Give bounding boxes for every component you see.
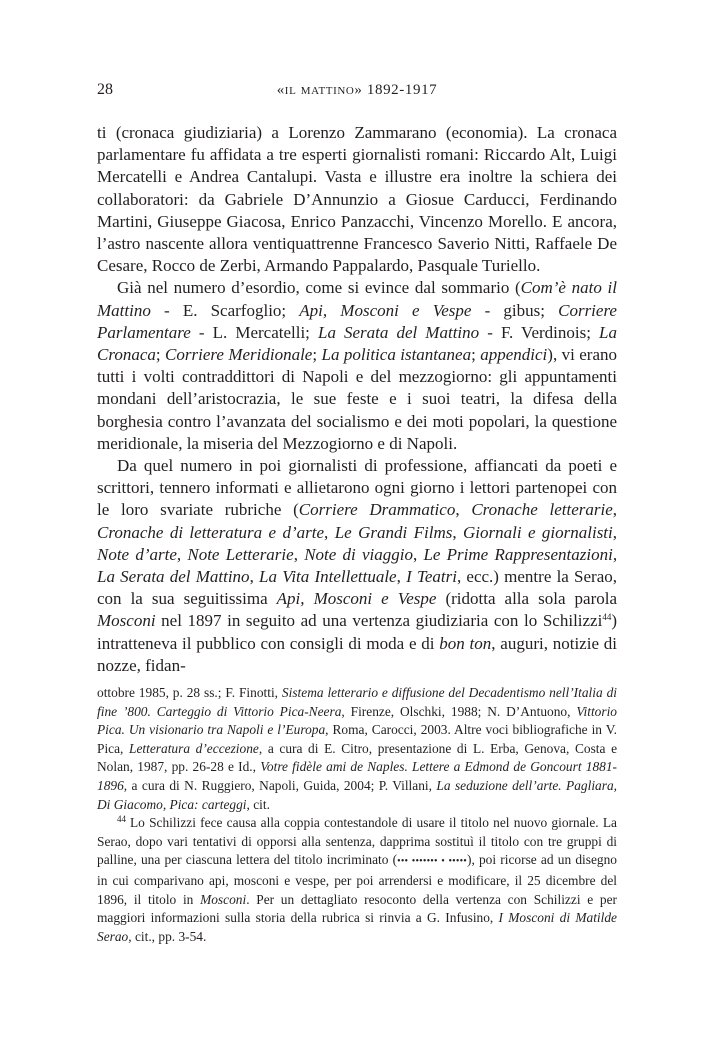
italic-title: La Vita Intellettuale [259,567,397,587]
italic-title: La politica istantanea [321,345,472,365]
italic-title: Corriere Meridionale [165,345,313,365]
text-run: ) intratteneva il pubblico con consigli di moda e di [97,611,617,653]
italic-title: Giornali e giornalisti [463,522,613,542]
running-head [97,78,617,102]
page [97,78,617,677]
text-run: , Firenze, Olschki, 1988; N. D’Antuono, [341,703,577,719]
text-run: , [324,522,335,542]
text-run: , [612,500,618,520]
text-run: , [452,522,463,542]
text-run: ottobre 1985, p. 28 ss.; F. Finotti, [97,685,282,700]
text-run: , a cura di E. Citro, presentazione di L. Erba, Genova, Costa e Nolan, 1987, pp. 26-28 e Id., [97,740,618,775]
italic-title: Corriere Drammatico [298,500,456,520]
text-run: Lo Schilizzi fece causa alla coppia contestandole di usare il titolo nel nuovo giornale. La Serao, dopo vari tentativi di opporsi alla sentenza, dapprima sostituì il titolo con tre gruppi di palline, una per ciascuna lettera del titolo incriminato ( [97,815,617,868]
text-run: , a cura di N. Ruggiero, Napoli, Guida, 2004; P. Villani, [123,777,437,793]
text-run: ), poi ricorse ad un disegno in cui comparivano api, mosconi e vespe, per poi arrendersi e modificare, il 25 dicembre del 1896, il titolo in [97,852,617,907]
italic-title: Letteratura d’eccezione [129,740,259,756]
text-run: , [176,544,188,564]
text-run: ; [471,345,481,365]
text-run: , Roma, Carocci, 2003. Altre voci bibliografiche in V. Pica, [97,722,617,756]
text-run: nel 1897 in seguito ad una vertenza giudiziaria con lo Schilizzi [155,611,603,631]
italic-title: Com’è nato il Mattino [97,278,617,320]
text-run: , ecc.) mentre la Serao, con la sua seguitissima [97,567,617,609]
italic-title: Mosconi [200,891,247,907]
footnote-ref-44[interactable]: 44 [602,612,612,623]
italic-title: Note Letterarie [187,544,294,564]
italic-title: Api, Mosconi e Vespe [276,589,437,609]
text-run: ; [312,345,322,365]
text-run: , [293,544,305,564]
paragraph-3 [97,455,617,677]
dots-glyphs: ••• ••••••• • ••••• [397,856,467,868]
text-run: , [612,522,618,542]
running-title: «il mattino» 1892-1917 [276,82,438,98]
text-run: ), vi erano tutti i volti contraddittori di Napoli e del mezzogiorno: gli appuntamenti mondani dell’aristocrazia, le sue feste e i suoi teatri, la difesa della borghesia contro l’avanzata del socialismo e dei moti popolari, la questione meridionale, la miseria del Mezzogiorno e di Napoli. [97,345,618,453]
footnotes [97,684,617,946]
text-run: Già nel numero d’esordio, come si evince dal sommario ( [117,278,521,298]
text-run: , [612,544,618,564]
italic-title: Api, Mosconi e Vespe [299,300,472,320]
text-run: , [455,500,472,520]
text-run: , cit., pp. 3-54. [128,928,207,944]
page-number: 28 [97,81,113,98]
text-run: , [249,567,260,587]
footnote-44 [97,814,617,946]
italic-title: Sistema letterario e diffusione del Decadentismo nell’Italia di fine ’800. Carteggio di Vittorio Pica-Neera [97,685,617,719]
paragraph-2 [97,277,617,455]
body-text [97,122,617,677]
italic-title: Cronache letterarie [471,500,613,520]
italic-title: Vittorio Pica. Un visionario tra Napoli e l’Europa [97,703,617,738]
italic-title: Le Prime Rappresentazioni [423,544,613,564]
paragraph-1: ti (cronaca giudiziaria) a Lorenzo Zammarano (economia). La cronaca parlamentare fu affidata a tre esperti giornalisti romani: Riccardo Alt, Luigi Mercatelli e Andrea Cantalupi. Vasta e illustre era inoltre la schiera dei collaboratori: da Gabriele D’Annunzio a Giosue Carducci, Ferdinando Martini, Giuseppe Giacosa, Enrico Panzacchi, Vincenzo Morello. E ancora, l’astro nascente allora ventiquattrenne Francesco Saverio Nitti, Raffaele De Cesare, Rocco de Zerbi, Armando Pappalardo, Pasquale Turiello. [97,123,617,276]
italic-title: I Mosconi di Matilde Serao [97,910,617,944]
italic-title: Mosconi [97,611,156,631]
text-run: - F. Verdinois; [479,322,600,342]
text-run: . Per un dettagliato resoconto della vertenza con Schilizzi e per maggiori informazioni sulla storia della rubrica si rinvia a G. Infusino, [97,891,617,926]
italic-title: I Teatri [406,567,457,587]
italic-title: La Cronaca [97,322,617,365]
italic-title: Votre fidèle ami de Naples. Lettere a Edmond de Goncourt 1881-1896 [97,759,617,793]
italic-title: La Serata del Mattino [97,567,250,587]
footnote-continuation [97,684,617,814]
italic-title: La Serata del Mattino [317,322,480,342]
italic-term: bon ton [439,633,492,653]
text-run: - E. Scarfoglio; [150,300,300,320]
text-run: , [412,544,424,564]
italic-title: Le Grandi Films [334,522,453,542]
italic-title: La seduzione dell’arte. Pagliara, Di Giacomo, Pica: carteggi [97,777,617,812]
italic-title: Corriere Parlamentare [97,300,617,342]
text-run: , [396,567,407,587]
footnote-number: 44 [117,814,126,825]
italic-title: appendici [480,345,548,365]
italic-title: Cronache di letteratura e d’arte [97,522,325,542]
italic-title: Note d’arte [97,544,177,564]
text-run: , cit. [246,796,270,812]
text-run: - gibus; [471,300,559,320]
italic-title: Note di viaggio [304,544,413,564]
text-run: (ridotta alla sola parola [436,589,618,609]
text-run: , auguri, notizie di nozze, fidan- [97,633,617,675]
text-run: - L. Mercatelli; [190,322,318,342]
text-run: Da quel numero in poi giornalisti di professione, affiancati da poeti e scrittori, tennero informati e allietarono ogni giorno i lettori partenopei con le loro svariate rubriche ( [97,456,617,520]
text-run: ; [155,345,166,365]
